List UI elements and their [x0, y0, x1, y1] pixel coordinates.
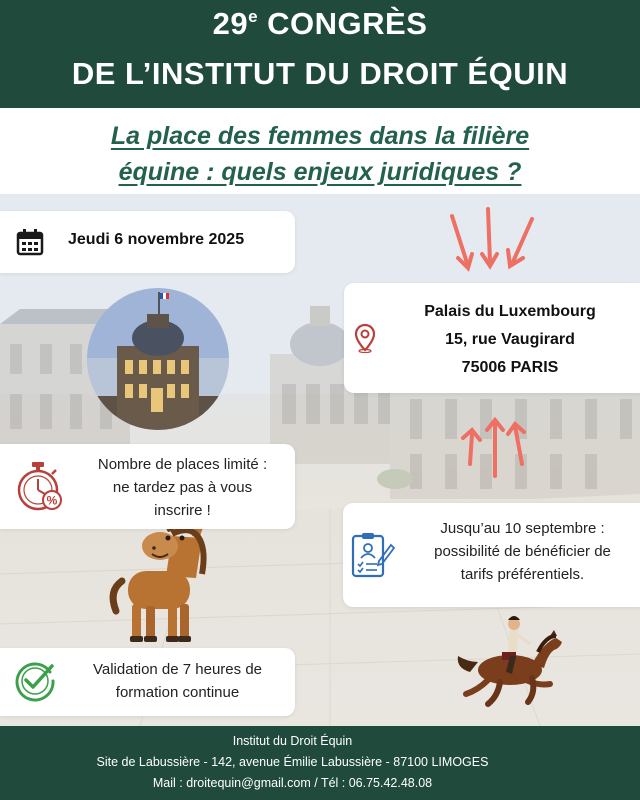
footer-address: Site de Labussière - 142, avenue Émilie Labussière - 87100 LIMOGES [96, 755, 489, 769]
clipboard-form-icon [349, 531, 395, 586]
stopwatch-percent-icon [14, 460, 64, 517]
edition-suffix: e [248, 7, 259, 26]
date-card [0, 211, 295, 273]
congress-word: CONGRÈS [267, 6, 428, 41]
limit-line2: ne tardez pas à vous [112, 479, 253, 496]
limit-line3: inscrire ! [154, 502, 211, 519]
map-pin-icon [354, 323, 376, 358]
congress-title-line1 [0, 6, 640, 42]
limit-line1: Nombre de places limité : [97, 456, 268, 473]
subtitle-band [0, 108, 640, 194]
tarif-line2: possibilité de bénéficier de [434, 543, 611, 560]
event-date: Jeudi 6 novembre 2025 [68, 231, 245, 248]
venue-city: 75006 PARIS [461, 359, 559, 376]
footer-org: Institut du Droit Équin [232, 734, 353, 748]
training-validation-card [0, 648, 295, 716]
tarif-line1: Jusqu’au 10 septembre : [440, 520, 605, 537]
footer [0, 726, 640, 800]
subtitle-line2: équine : quels enjeux juridiques ? [118, 158, 522, 186]
venue-street: 15, rue Vaugirard [445, 331, 575, 348]
validation-line1: Validation de 7 heures de [92, 661, 262, 678]
svg-text:%: % [46, 493, 58, 508]
footer-contact[interactable]: Mail : droitequin@gmail.com / Tél : 06.75.42.48.08 [152, 776, 433, 790]
check-circle-icon [12, 658, 58, 709]
tarif-line3: tarifs préférentiels. [460, 566, 585, 583]
header-banner [0, 0, 640, 108]
early-rate-card [343, 503, 640, 607]
edition-number: 29 [212, 6, 249, 41]
limited-places-card [0, 444, 295, 529]
subtitle-line1: La place des femmes dans la filière [110, 122, 530, 150]
palace-photo [87, 288, 229, 430]
institute-title: DE L’INSTITUT DU DROIT ÉQUIN [71, 56, 569, 91]
calendar-icon [16, 228, 44, 261]
venue-card [344, 283, 640, 393]
validation-line2: formation continue [115, 684, 240, 701]
venue-name: Palais du Luxembourg [424, 303, 596, 320]
